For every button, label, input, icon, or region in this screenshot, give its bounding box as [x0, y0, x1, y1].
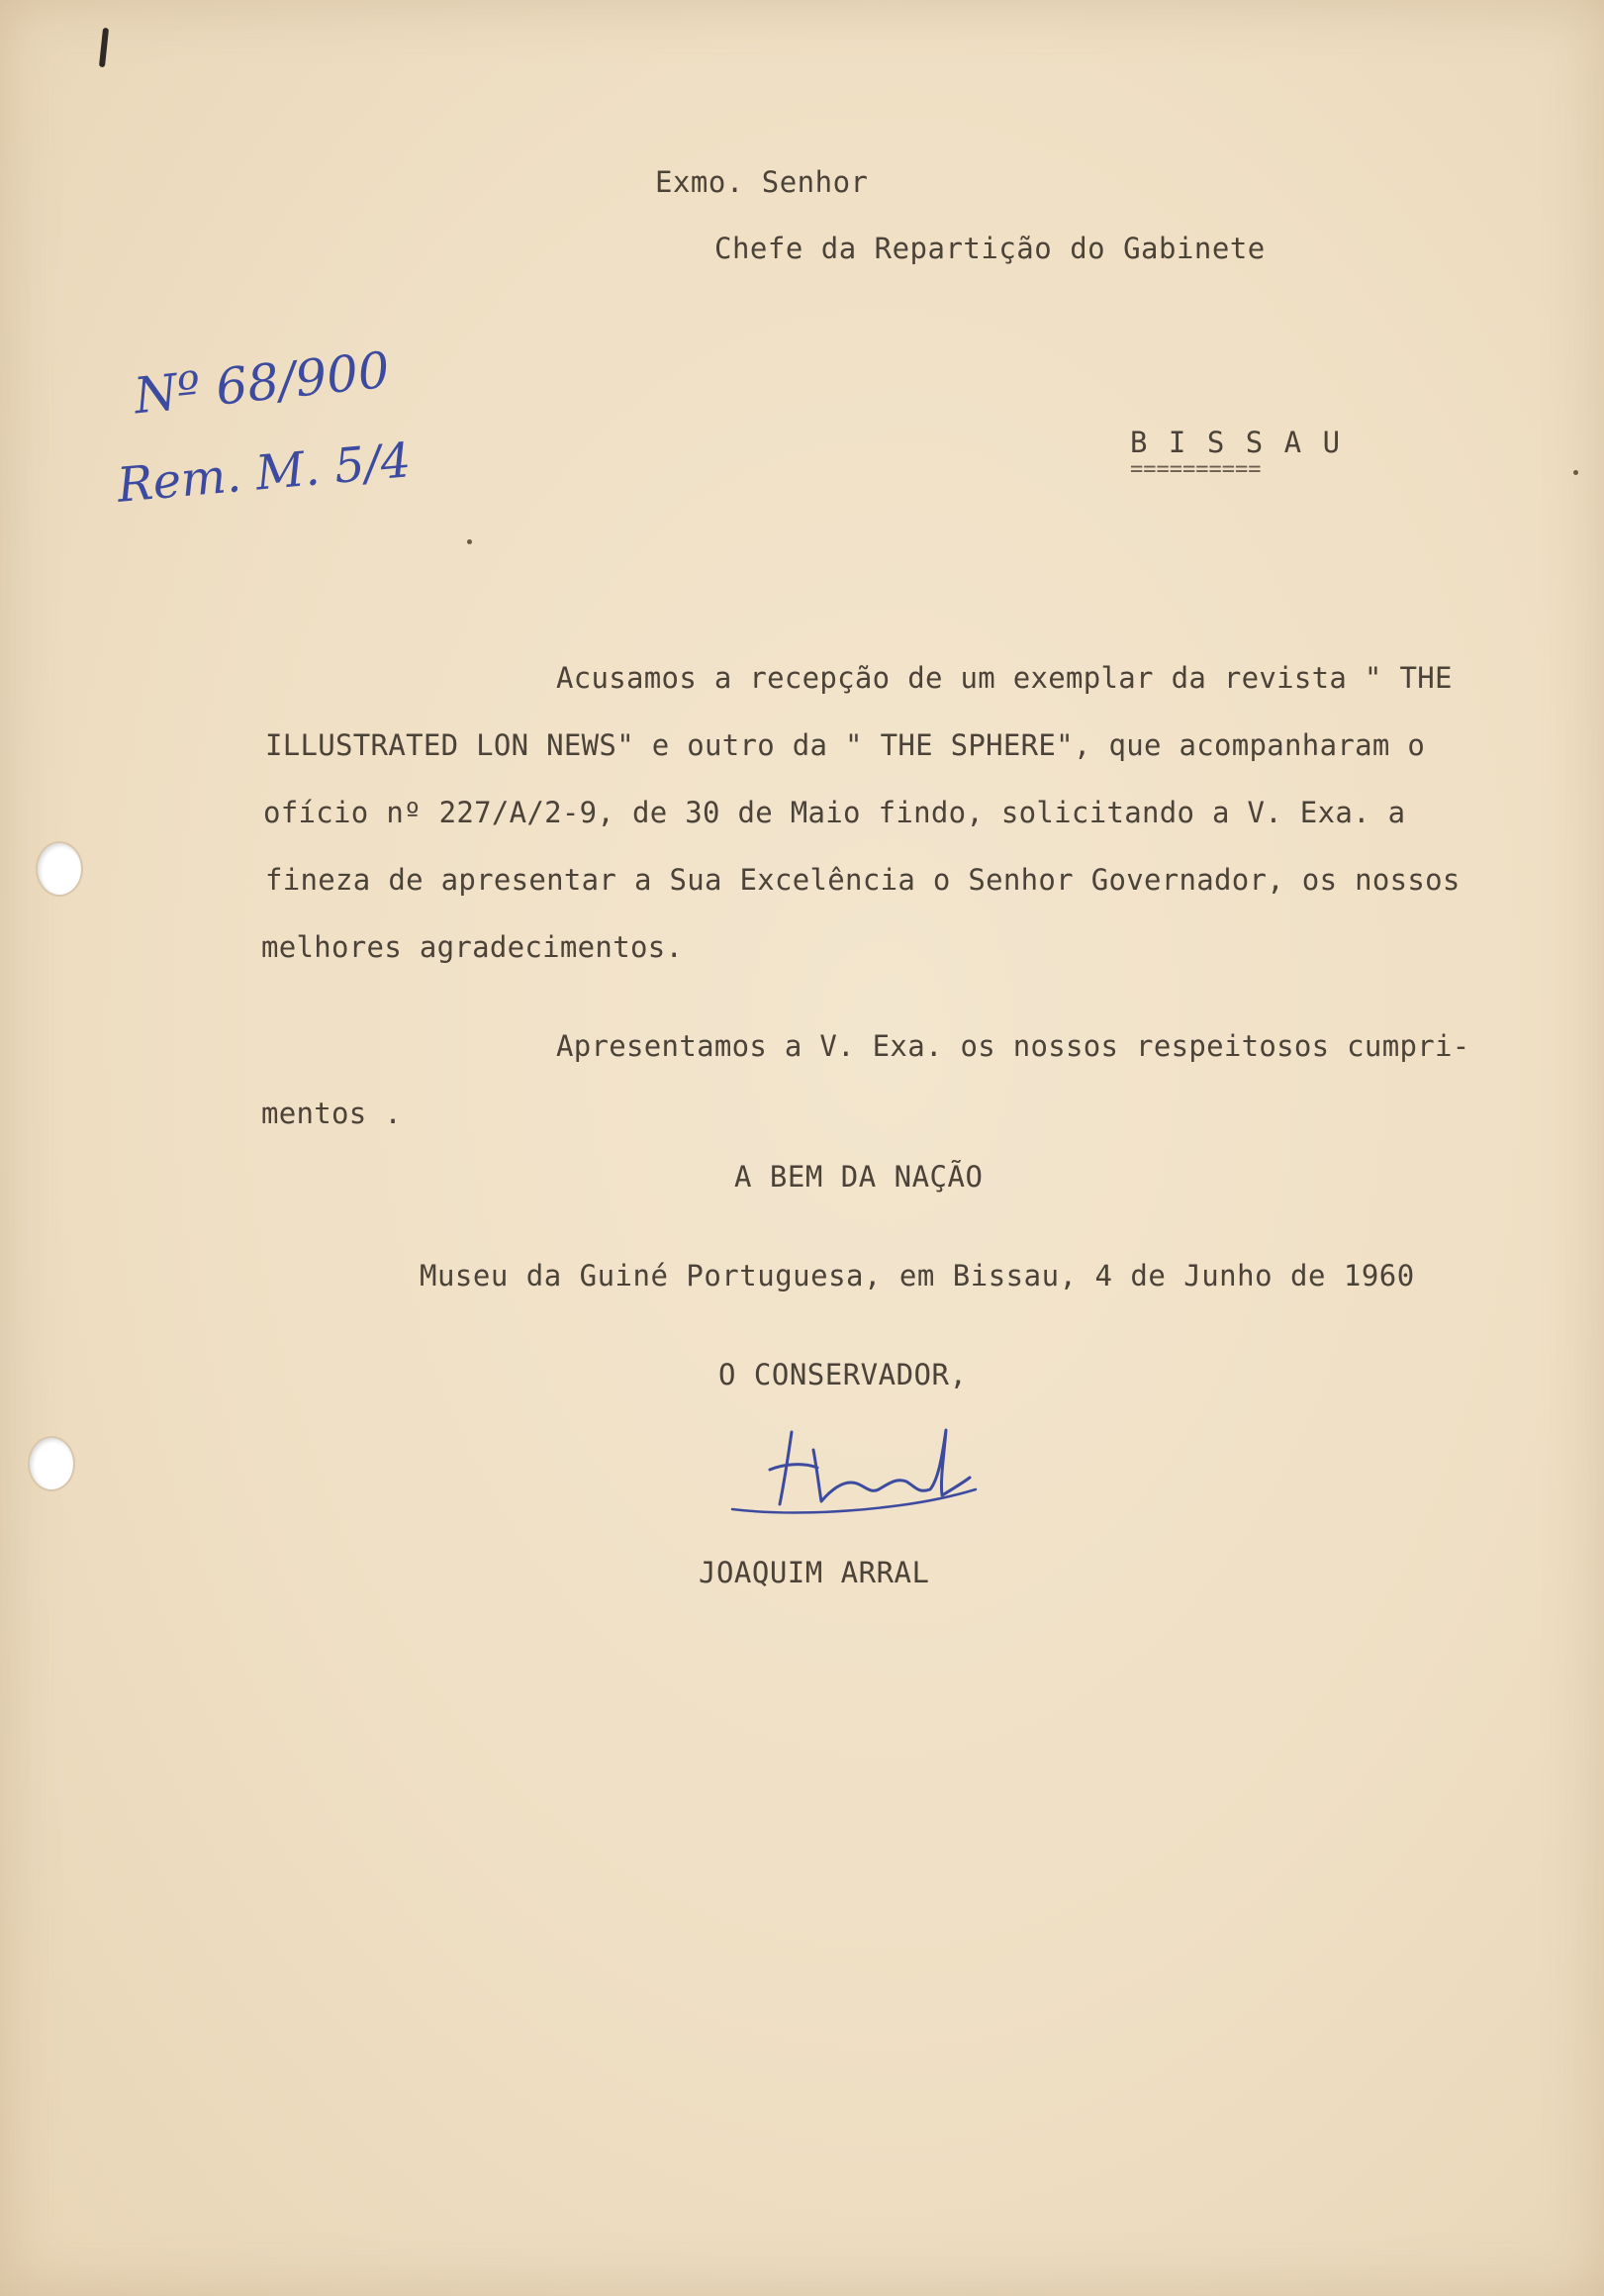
handwritten-file-number: Nº 68/900: [131, 340, 393, 426]
recipient-title: Chefe da Repartição do Gabinete: [714, 232, 1266, 265]
punch-hole-top: [38, 843, 81, 895]
paper-speck: [467, 539, 472, 544]
body-line: ILLUSTRATED LON NEWS" e outro da " THE SPHERE", que acompanharam o: [265, 728, 1426, 762]
body-line: Acusamos a recepção de um exemplar da revista " THE: [556, 661, 1453, 695]
place-and-date: Museu da Guiné Portuguesa, em Bissau, 4 de Junho de 1960: [420, 1259, 1415, 1292]
handwritten-remark: Rem. M. 5/4: [115, 432, 414, 514]
closing-line: mentos .: [261, 1097, 403, 1130]
body-line: fineza de apresentar a Sua Excelência o Senhor Governador, os nossos: [265, 863, 1461, 897]
body-line: melhores agradecimentos.: [261, 930, 684, 964]
salutation: Exmo. Senhor: [655, 165, 869, 199]
closing-line: Apresentamos a V. Exa. os nossos respeitosos cumpri-: [556, 1029, 1470, 1063]
city-underline: ==========: [1130, 457, 1262, 482]
signatory-role: O CONSERVADOR,: [718, 1358, 968, 1391]
motto: A BEM DA NAÇÃO: [734, 1160, 984, 1194]
signatory-name: JOAQUIM ARRAL: [699, 1556, 930, 1589]
corner-ink-mark: [99, 28, 109, 67]
handwritten-signature: [722, 1410, 990, 1529]
body-line: ofício nº 227/A/2-9, de 30 de Maio findo, solicitando a V. Exa. a: [263, 796, 1406, 829]
paper-speck: [1573, 470, 1578, 475]
city-name: B I S S A U: [1130, 426, 1343, 459]
punch-hole-bottom: [30, 1438, 73, 1489]
